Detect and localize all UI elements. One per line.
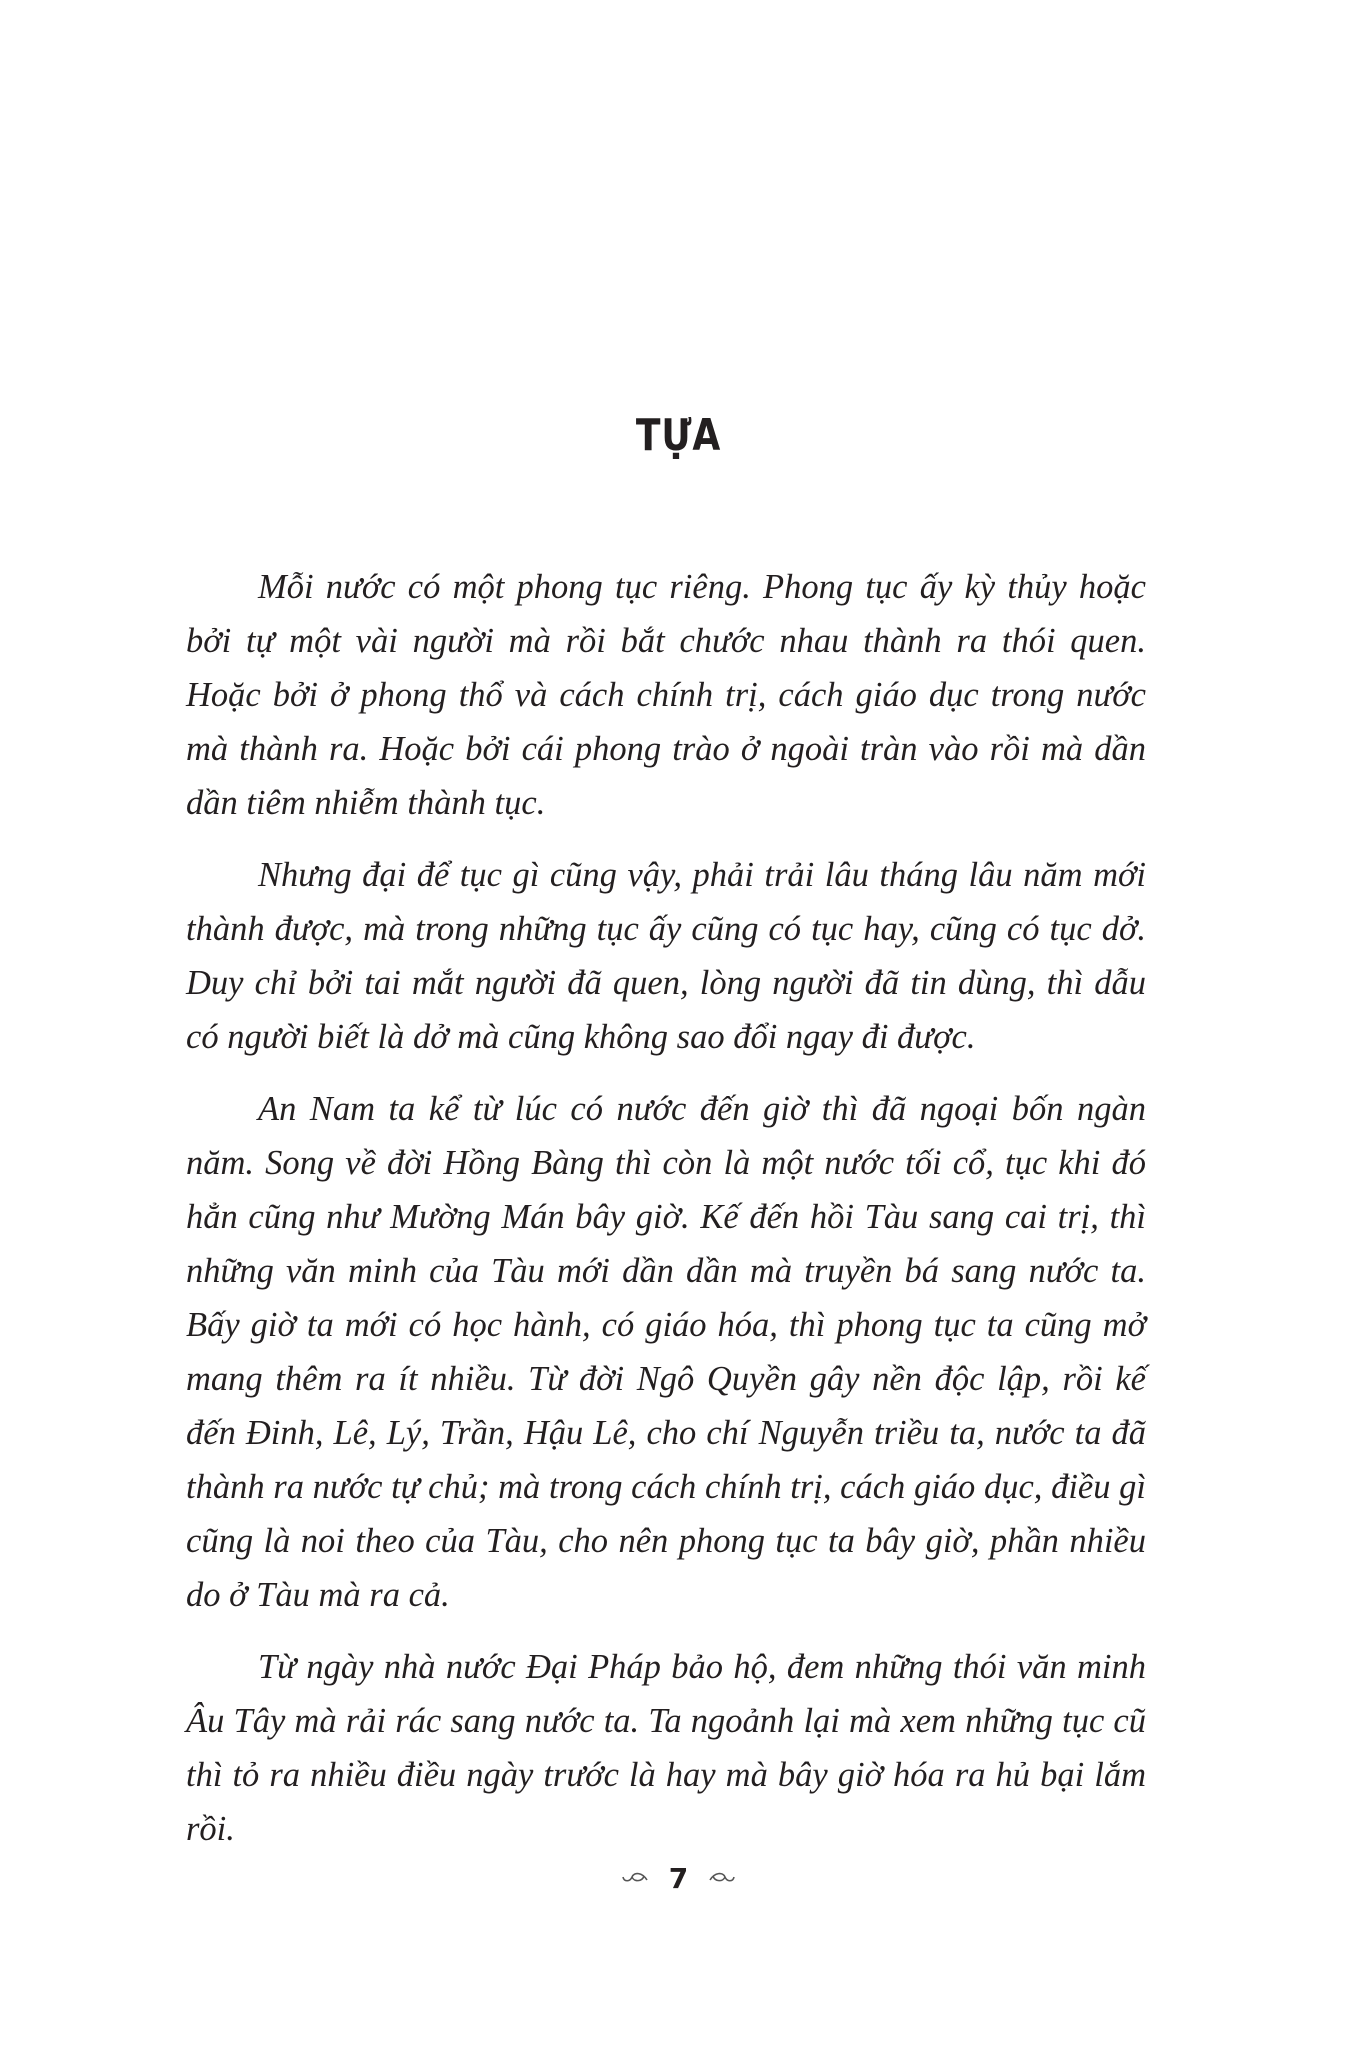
page-footer <box>0 1860 1357 1895</box>
ornament-right-icon <box>707 1863 737 1893</box>
paragraph: Nhưng đại để tục gì cũng vậy, phải trải lâu tháng lâu năm mới thành được, mà trong những tục ấy cũng có tục hay, cũng có tục dở. Duy chỉ bởi tai mắt người đã quen, lòng người đã tin dùng, thì dẫu có người biết là dở mà cũng không sao đổi ngay đi được. <box>186 856 1146 1056</box>
paragraph: An Nam ta kể từ lúc có nước đến giờ thì đã ngoại bốn ngàn năm. Song về đời Hồng Bàng thì còn là một nước tối cổ, tục khi đó hẳn cũng như Mường Mán bây giờ. Kế đến hồi Tàu sang cai trị, thì những văn minh của Tàu mới dần dần mà truyền bá sang nước ta. Bấy giờ ta mới có học hành, có giáo hóa, thì phong tục ta cũng mở mang thêm ra ít nhiều. Từ đời Ngô Quyền gây nền độc lập, rồi kế đến Đinh, Lê, Lý, Trần, Hậu Lê, cho chí Nguyễn triều ta, nước ta đã thành ra nước tự chủ; mà trong cách chính trị, cách giáo dục, điều gì cũng là noi theo của Tàu, cho nên phong tục ta bây giờ, phần nhiều do ở Tàu mà ra cả. <box>186 1090 1146 1614</box>
paragraph: Từ ngày nhà nước Đại Pháp bảo hộ, đem những thói văn minh Âu Tây mà rải rác sang nước ta. Ta ngoảnh lại mà xem những tục cũ thì tỏ ra nhiều điều ngày trước là hay mà bây giờ hóa ra hủ bại lắm rồi. <box>186 1648 1146 1848</box>
chapter-title: TỰA <box>635 410 722 461</box>
body-text <box>186 560 1146 1874</box>
paragraph: Mỗi nước có một phong tục riêng. Phong tục ấy kỳ thủy hoặc bởi tự một vài người mà rồi bắt chước nhau thành ra thói quen. Hoặc bởi ở phong thổ và cách chính trị, cách giáo dục trong nước mà thành ra. Hoặc bởi cái phong trào ở ngoài tràn vào rồi mà dần dần tiêm nhiễm thành tục. <box>186 568 1146 822</box>
page-number: 7 <box>668 1861 689 1895</box>
ornament-left-icon <box>620 1863 650 1893</box>
